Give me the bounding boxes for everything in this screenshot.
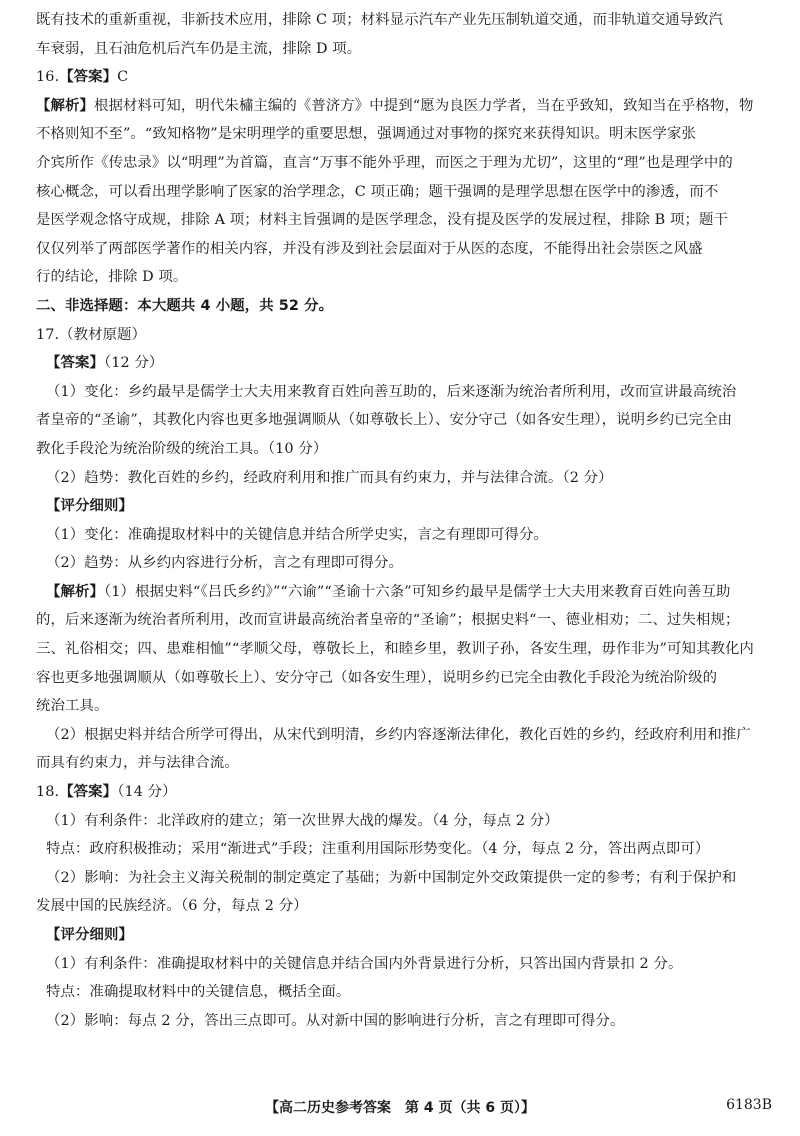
line-text: 的，后来逐渐为统治者所利用，改而宣讲最高统治者皇帝的“圣谕”；根据史料“一、德业相劝；二、过失相规；: [36, 612, 740, 629]
text-line: [36, 435, 776, 464]
question-number: 18.: [36, 784, 60, 801]
text-line: [36, 464, 776, 493]
text-line: [36, 206, 776, 235]
text-line: [36, 749, 776, 778]
text-line: [36, 149, 776, 178]
text-line: [36, 978, 776, 1007]
text-line: [36, 606, 776, 635]
line-text: （14 分）: [117, 784, 177, 801]
line-text: 特点：政府积极推动；采用“渐进式”手段；注重利用国际形势变化。（4 分，每点 2 分，答出两点即可）: [46, 841, 710, 858]
text-line: [36, 235, 776, 264]
footer-page-info: 【高二历史参考答案 第 4 页（共 6 页）】: [265, 1100, 535, 1116]
text-line: [36, 1007, 776, 1036]
answer-tag: 【评分细则】: [46, 927, 133, 943]
line-text: （2）趋势：教化百姓的乡约，经政府利用和推广而具有约束力，并与法律合流。（2 分）: [46, 469, 613, 486]
text-line: [36, 406, 776, 435]
line-text: 而具有约束力，并与法律合流。: [36, 755, 239, 772]
text-line: [36, 864, 776, 893]
answer-tag: 【答案】: [59, 784, 118, 801]
line-text: 不格则知不至”。“致知格物”是宋明理学的重要思想，强调通过对事物的探究来获得知识。明末医学家张: [36, 126, 696, 143]
text-line: [36, 92, 776, 121]
section-heading: [36, 292, 776, 321]
line-text: 仅仅列举了两部医学著作的相关内容，并没有涉及到社会层面对于从医的态度，不能得出社会崇医之风盛: [36, 240, 703, 257]
line-text: 既有技术的重新重视，非新技术应用，排除 C 项；材料显示汽车产业先压制轨道交通，而非轨道交通导致汽: [36, 12, 724, 28]
text-line: [36, 492, 776, 521]
text-line: [36, 549, 776, 578]
line-text: C: [117, 69, 129, 86]
line-text: 介宾所作《传忠录》以“明理”为首篇，直言“万事不能外乎理，而医之于理为尤切”，这里的“理”也是理学中的: [36, 154, 733, 171]
text-line: [36, 835, 776, 864]
text-line: [36, 892, 776, 921]
line-text: （1）变化：准确提取材料中的关键信息并结合所学史实，言之有理即可得分。: [46, 526, 548, 543]
line-text: 二、非选择题：本大题共 4 小题，共 52 分。: [36, 297, 334, 314]
answer-tag: 【评分细则】: [46, 498, 133, 515]
text-line: [36, 321, 776, 350]
text-line: [36, 35, 776, 64]
text-line: [36, 721, 776, 750]
text-line: [36, 664, 776, 693]
line-text: 车衰弱，且石油危机后汽车仍是主流，排除 D 项。: [36, 40, 362, 57]
answer-tag: 【答案】: [59, 69, 118, 86]
line-text: 发展中国的民族经济。（6 分，每点 2 分）: [36, 898, 308, 915]
line-text: （2）影响：每点 2 分，答出三点即可。从对新中国的影响进行分析，言之有理即可得分。: [46, 1012, 625, 1029]
line-text: （1）变化：乡约最早是儒学士大夫用来教育百姓向善互助的，后来逐渐为统治者所利用，改而宣讲最高统治: [46, 383, 737, 400]
line-text: 教化手段沦为统治阶级的统治工具。（10 分）: [36, 440, 328, 457]
line-text: （2）影响：为社会主义海关税制的制定奠定了基础；为新中国制定外交政策提供一定的参考；有利于保护和: [46, 869, 737, 886]
answer-tag: 【解析】: [36, 97, 94, 114]
footer-doc-code: 6183B: [726, 1097, 772, 1113]
line-text: 是医学观念恪守成规，排除 A 项；材料主旨强调的是医学理念，没有提及医学的发展过程，排除 B 项；题干: [36, 212, 728, 229]
text-line: [36, 178, 776, 207]
text-line: [36, 921, 776, 950]
line-text: （2）趋势：从乡约内容进行分析，言之有理即可得分。: [46, 555, 404, 572]
line-text: 特点：准确提取材料中的关键信息，概括全面。: [46, 984, 351, 1001]
text-line: [36, 778, 776, 807]
line-text: 行的结论，排除 D 项。: [36, 269, 188, 286]
text-line: [36, 378, 776, 407]
line-text: 者皇帝的“圣谕”，其教化内容也更多地强调顺从（如尊敬长上）、安分守己（如各安生理），说明乡约已完全由: [36, 412, 733, 429]
line-text: 三、礼俗相交；四、患难相恤”“孝顺父母，尊敬长上，和睦乡里，教训子孙，各安生理，毋作非为”可知其教化内: [36, 641, 754, 658]
line-text: （2）根据史料并结合所学可得出，从宋代到明清，乡约内容逐渐法律化，教化百姓的乡约，经政府利用和推广: [46, 726, 751, 743]
answer-tag: 【答案】: [46, 355, 104, 372]
text-line: [36, 263, 776, 292]
line-text: 17.（教材原题）: [36, 326, 147, 343]
answer-tag: 【解析】: [46, 583, 104, 600]
text-line: [36, 692, 776, 721]
text-line: [36, 521, 776, 550]
text-line: [36, 6, 776, 35]
line-text: （1）有利条件：准确提取材料中的关键信息并结合国内外背景进行分析，只答出国内背景扣 2 分。: [46, 955, 683, 972]
line-text: 核心概念，可以看出理学影响了医家的治学理念，C 项正确；题干强调的是理学思想在医学中的渗透，而不: [36, 183, 719, 200]
text-line: [36, 63, 776, 92]
text-line: [36, 578, 776, 607]
question-number: 16.: [36, 69, 60, 86]
line-text: 根据材料可知，明代朱橚主编的《普济方》中提到“愿为良医力学者，当在乎致知，致知当在乎格物，物: [93, 97, 754, 114]
text-line: [36, 635, 776, 664]
text-line: [36, 349, 776, 378]
text-line: [36, 950, 776, 979]
line-text: （1）有利条件：北洋政府的建立；第一次世界大战的爆发。（4 分，每点 2 分）: [46, 812, 559, 829]
text-line: [36, 807, 776, 836]
line-text: （1）根据史料“《吕氏乡约》”“六谕”“圣谕十六条”可知乡约最早是儒学士大夫用来教育百姓向善互助: [103, 583, 731, 600]
line-text: 容也更多地强调顺从（如尊敬长上）、安分守己（如各安生理），说明乡约已完全由教化手段沦为统治阶级的: [36, 669, 718, 686]
text-line: [36, 120, 776, 149]
line-text: 统治工具。: [36, 698, 109, 715]
document-body: [36, 6, 776, 1035]
line-text: （12 分）: [103, 355, 164, 372]
